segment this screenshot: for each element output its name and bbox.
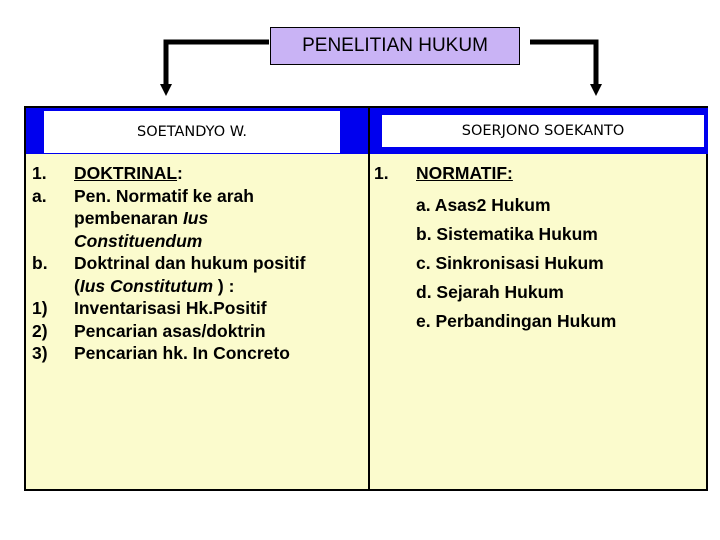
list-item: c. Sinkronisasi Hukum xyxy=(416,253,604,273)
list-item xyxy=(26,185,356,208)
left-column xyxy=(26,162,356,365)
list-item xyxy=(26,252,356,275)
list-item: e. Perbandingan Hukum xyxy=(416,311,617,331)
item-number: a. xyxy=(32,185,47,206)
item-text: Doktrinal dan hukum positif xyxy=(74,253,306,273)
right-arrow xyxy=(530,42,602,96)
list-item: b. Sistematika Hukum xyxy=(416,224,598,244)
list-item: 1. DOKTRINAL: xyxy=(26,162,356,185)
right-column xyxy=(370,162,706,336)
list-item: d. Sejarah Hukum xyxy=(416,282,564,302)
item-number: b. xyxy=(32,253,48,273)
comparison-table xyxy=(24,106,708,491)
item-text: pembenaran xyxy=(74,208,179,228)
list-item: pembenaran Ius xyxy=(74,208,209,228)
left-arrow xyxy=(160,42,269,96)
left-header-band xyxy=(26,108,368,154)
item-text: Ius Constitutum xyxy=(79,275,214,296)
right-heading: NORMATIF: xyxy=(416,163,513,183)
right-items xyxy=(370,191,706,336)
list-item xyxy=(26,297,356,320)
right-heading-row xyxy=(370,162,706,184)
list-item xyxy=(26,320,356,343)
item-number: 1. xyxy=(374,163,389,183)
list-item: a. Asas2 Hukum xyxy=(416,195,551,215)
left-header: SOETANDYO W. xyxy=(44,111,340,153)
title-box: PENELITIAN HUKUM xyxy=(270,27,520,65)
item-text: DOKTRINAL xyxy=(74,163,178,183)
list-item: (Ius Constitutum ) : xyxy=(74,275,235,296)
right-header: SOERJONO SOEKANTO xyxy=(382,115,704,147)
list-item xyxy=(26,342,356,365)
item-number: 3) xyxy=(32,343,48,363)
item-text: Constituendum xyxy=(74,230,203,251)
item-number: 1. xyxy=(32,163,47,183)
item-number: 1) xyxy=(32,298,48,318)
item-text: Pen. Normatif ke arah xyxy=(74,185,254,206)
item-text: Inventarisasi Hk.Positif xyxy=(74,298,267,318)
item-text: Pencarian hk. In Concreto xyxy=(74,343,290,363)
list-item xyxy=(26,230,356,253)
right-header-band xyxy=(370,108,708,154)
item-text: Pencarian asas/doktrin xyxy=(74,320,266,341)
item-number: 2) xyxy=(32,320,48,341)
